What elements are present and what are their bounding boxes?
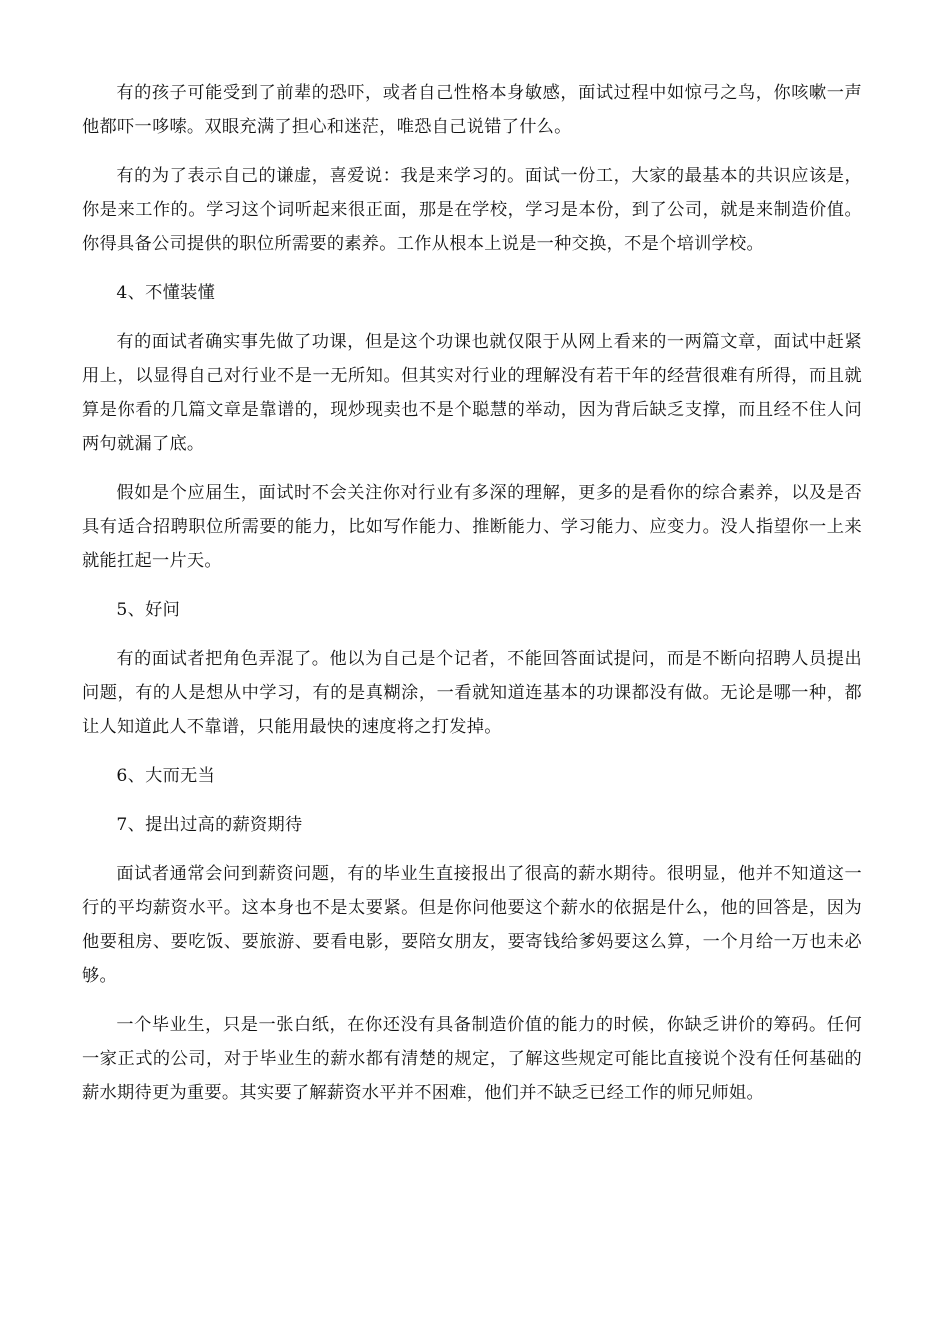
section-heading: 7、提出过高的薪资期待 bbox=[116, 815, 303, 835]
paragraph: 有的为了表示自己的谦虚，喜爱说：我是来学习的。面试一份工，大家的最基本的共识应该是，你是来工作的。学习这个词听起来很正面，那是在学校，学习是本份，到了公司，就是来制造价值。你得具备公司提供的职位所需要的素养。工作从根本上说是一种交换，不是个培训学校。 bbox=[82, 166, 862, 254]
paragraph: 假如是个应届生，面试时不会关注你对行业有多深的理解，更多的是看你的综合素养，以及是否具有适合招聘职位所需要的能力，比如写作能力、推断能力、学习能力、应变力。没人指望你一上来就能扛起一片天。 bbox=[82, 483, 862, 571]
paragraph: 一个毕业生，只是一张白纸，在你还没有具备制造价值的能力的时候，你缺乏讲价的筹码。任何一家正式的公司，对于毕业生的薪水都有清楚的规定，了解这些规定可能比直接说个没有任何基础的薪水期待更为重要。其实要了解薪资水平并不困难，他们并不缺乏已经工作的师兄师姐。 bbox=[82, 1015, 862, 1103]
document-body bbox=[82, 76, 862, 1125]
section-heading: 4、不懂装懂 bbox=[116, 283, 216, 303]
paragraph: 有的孩子可能受到了前辈的恐吓，或者自己性格本身敏感，面试过程中如惊弓之鸟，你咳嗽一声他都吓一哆嗦。双眼充满了担心和迷茫，唯恐自己说错了什么。 bbox=[82, 83, 862, 137]
section-heading: 5、好问 bbox=[116, 600, 181, 620]
paragraph: 有的面试者确实事先做了功课，但是这个功课也就仅限于从网上看来的一两篇文章，面试中赶紧用上，以显得自己对行业不是一无所知。但其实对行业的理解没有若干年的经营很难有所得，而且就算是你看的几篇文章是靠谱的，现炒现卖也不是个聪慧的举动，因为背后缺乏支撑，而且经不住人问两句就漏了底。 bbox=[82, 332, 862, 454]
section-heading: 6、大而无当 bbox=[116, 766, 216, 786]
paragraph: 有的面试者把角色弄混了。他以为自己是个记者，不能回答面试提问，而是不断向招聘人员提出问题，有的人是想从中学习，有的是真糊涂，一看就知道连基本的功课都没有做。无论是哪一种，都让人知道此人不靠谱，只能用最快的速度将之打发掉。 bbox=[82, 649, 862, 737]
paragraph: 面试者通常会问到薪资问题，有的毕业生直接报出了很高的薪水期待。很明显，他并不知道这一行的平均薪资水平。这本身也不是太要紧。但是你问他要这个薪水的依据是什么，他的回答是，因为他要租房、要吃饭、要旅游、要看电影，要陪女朋友，要寄钱给爹妈要这么算，一个月给一万也未必够。 bbox=[82, 864, 862, 986]
